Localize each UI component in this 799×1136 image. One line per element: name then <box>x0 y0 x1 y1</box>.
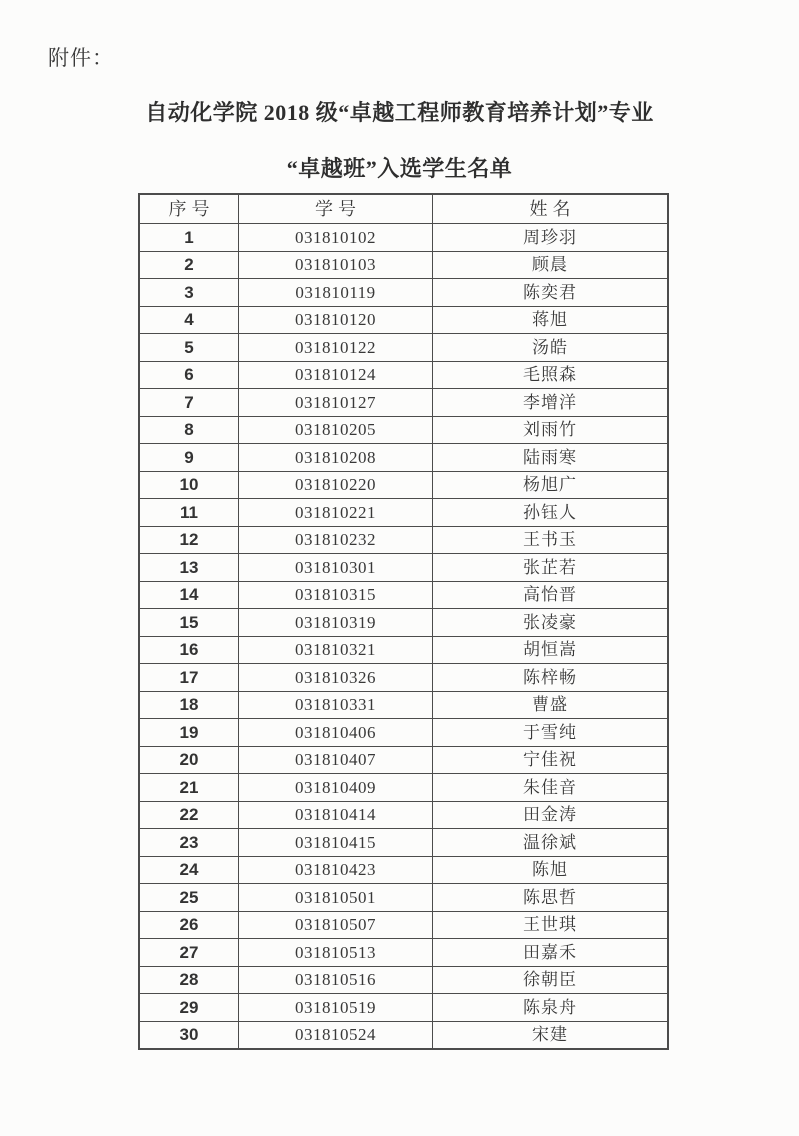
table-row <box>139 251 668 279</box>
table-row <box>139 306 668 334</box>
table-row <box>139 334 668 362</box>
cell-seq: 1 <box>139 224 239 252</box>
document-title-line1: 自动化学院 2018 级“卓越工程师教育培养计划”专业 <box>145 100 654 125</box>
cell-seq: 13 <box>139 554 239 582</box>
cell-name: 周珍羽 <box>433 224 669 252</box>
cell-name: 陈泉舟 <box>433 994 669 1022</box>
table-row <box>139 829 668 857</box>
table-row <box>139 664 668 692</box>
table-row <box>139 279 668 307</box>
cell-student-id: 031810321 <box>239 636 433 664</box>
table-row <box>139 691 668 719</box>
cell-name: 陆雨寒 <box>433 444 669 472</box>
cell-name: 张芷若 <box>433 554 669 582</box>
table-row <box>139 554 668 582</box>
cell-seq: 4 <box>139 306 239 334</box>
cell-seq: 17 <box>139 664 239 692</box>
table-row <box>139 1021 668 1049</box>
table-row <box>139 774 668 802</box>
cell-seq: 2 <box>139 251 239 279</box>
cell-student-id: 031810232 <box>239 526 433 554</box>
cell-student-id: 031810516 <box>239 966 433 994</box>
table-row <box>139 361 668 389</box>
table-row <box>139 966 668 994</box>
table-row <box>139 499 668 527</box>
cell-student-id: 031810103 <box>239 251 433 279</box>
cell-student-id: 031810301 <box>239 554 433 582</box>
cell-student-id: 031810122 <box>239 334 433 362</box>
cell-seq: 19 <box>139 719 239 747</box>
cell-name: 杨旭广 <box>433 471 669 499</box>
cell-name: 高怡晋 <box>433 581 669 609</box>
cell-seq: 16 <box>139 636 239 664</box>
cell-name: 王世琪 <box>433 911 669 939</box>
student-table <box>138 193 669 1050</box>
cell-seq: 25 <box>139 884 239 912</box>
cell-seq: 22 <box>139 801 239 829</box>
cell-seq: 20 <box>139 746 239 774</box>
cell-name: 陈奕君 <box>433 279 669 307</box>
cell-seq: 11 <box>139 499 239 527</box>
student-table-body <box>139 224 668 1050</box>
cell-name: 蒋旭 <box>433 306 669 334</box>
cell-student-id: 031810208 <box>239 444 433 472</box>
table-row <box>139 884 668 912</box>
cell-name: 胡恒嵩 <box>433 636 669 664</box>
cell-student-id: 031810220 <box>239 471 433 499</box>
table-row <box>139 389 668 417</box>
table-row <box>139 636 668 664</box>
cell-student-id: 031810414 <box>239 801 433 829</box>
cell-student-id: 031810205 <box>239 416 433 444</box>
cell-student-id: 031810501 <box>239 884 433 912</box>
cell-student-id: 031810120 <box>239 306 433 334</box>
cell-student-id: 031810407 <box>239 746 433 774</box>
cell-seq: 6 <box>139 361 239 389</box>
cell-name: 李增洋 <box>433 389 669 417</box>
cell-student-id: 031810423 <box>239 856 433 884</box>
cell-student-id: 031810415 <box>239 829 433 857</box>
cell-name: 宁佳祝 <box>433 746 669 774</box>
cell-student-id: 031810319 <box>239 609 433 637</box>
cell-name: 毛照森 <box>433 361 669 389</box>
table-header-student-id: 学号 <box>239 194 433 224</box>
cell-seq: 15 <box>139 609 239 637</box>
table-row <box>139 526 668 554</box>
table-row <box>139 994 668 1022</box>
cell-name: 陈思哲 <box>433 884 669 912</box>
table-row <box>139 444 668 472</box>
cell-seq: 26 <box>139 911 239 939</box>
cell-student-id: 031810513 <box>239 939 433 967</box>
cell-name: 于雪纯 <box>433 719 669 747</box>
table-row <box>139 471 668 499</box>
cell-seq: 7 <box>139 389 239 417</box>
table-row <box>139 224 668 252</box>
table-row <box>139 746 668 774</box>
cell-student-id: 031810221 <box>239 499 433 527</box>
attachment-label: 附件： <box>48 46 114 70</box>
cell-seq: 5 <box>139 334 239 362</box>
cell-student-id: 031810409 <box>239 774 433 802</box>
cell-name: 汤皓 <box>433 334 669 362</box>
cell-seq: 27 <box>139 939 239 967</box>
cell-name: 刘雨竹 <box>433 416 669 444</box>
cell-student-id: 031810406 <box>239 719 433 747</box>
table-row <box>139 609 668 637</box>
cell-name: 徐朝臣 <box>433 966 669 994</box>
cell-student-id: 031810124 <box>239 361 433 389</box>
cell-seq: 29 <box>139 994 239 1022</box>
cell-student-id: 031810315 <box>239 581 433 609</box>
cell-seq: 30 <box>139 1021 239 1049</box>
cell-seq: 23 <box>139 829 239 857</box>
cell-name: 陈旭 <box>433 856 669 884</box>
table-header-row <box>139 194 668 224</box>
cell-seq: 10 <box>139 471 239 499</box>
cell-seq: 18 <box>139 691 239 719</box>
cell-name: 陈梓畅 <box>433 664 669 692</box>
cell-student-id: 031810331 <box>239 691 433 719</box>
cell-seq: 24 <box>139 856 239 884</box>
cell-student-id: 031810326 <box>239 664 433 692</box>
table-row <box>139 911 668 939</box>
cell-seq: 8 <box>139 416 239 444</box>
cell-name: 朱佳音 <box>433 774 669 802</box>
cell-student-id: 031810519 <box>239 994 433 1022</box>
cell-seq: 12 <box>139 526 239 554</box>
cell-student-id: 031810524 <box>239 1021 433 1049</box>
cell-student-id: 031810127 <box>239 389 433 417</box>
document-title-line2: “卓越班”入选学生名单 <box>286 156 513 181</box>
cell-student-id: 031810102 <box>239 224 433 252</box>
cell-name: 宋建 <box>433 1021 669 1049</box>
cell-seq: 14 <box>139 581 239 609</box>
cell-name: 孙钰人 <box>433 499 669 527</box>
table-row <box>139 939 668 967</box>
table-header-seq: 序号 <box>139 194 239 224</box>
cell-student-id: 031810119 <box>239 279 433 307</box>
cell-name: 田金涛 <box>433 801 669 829</box>
table-row <box>139 801 668 829</box>
student-table-container <box>138 193 669 1050</box>
table-row <box>139 416 668 444</box>
cell-seq: 28 <box>139 966 239 994</box>
table-row <box>139 856 668 884</box>
cell-seq: 3 <box>139 279 239 307</box>
cell-seq: 9 <box>139 444 239 472</box>
table-header-name: 姓名 <box>433 194 669 224</box>
cell-name: 温徐斌 <box>433 829 669 857</box>
cell-name: 顾晨 <box>433 251 669 279</box>
table-row <box>139 719 668 747</box>
cell-name: 曹盛 <box>433 691 669 719</box>
table-row <box>139 581 668 609</box>
cell-name: 田嘉禾 <box>433 939 669 967</box>
cell-student-id: 031810507 <box>239 911 433 939</box>
cell-name: 王书玉 <box>433 526 669 554</box>
cell-seq: 21 <box>139 774 239 802</box>
cell-name: 张凌豪 <box>433 609 669 637</box>
